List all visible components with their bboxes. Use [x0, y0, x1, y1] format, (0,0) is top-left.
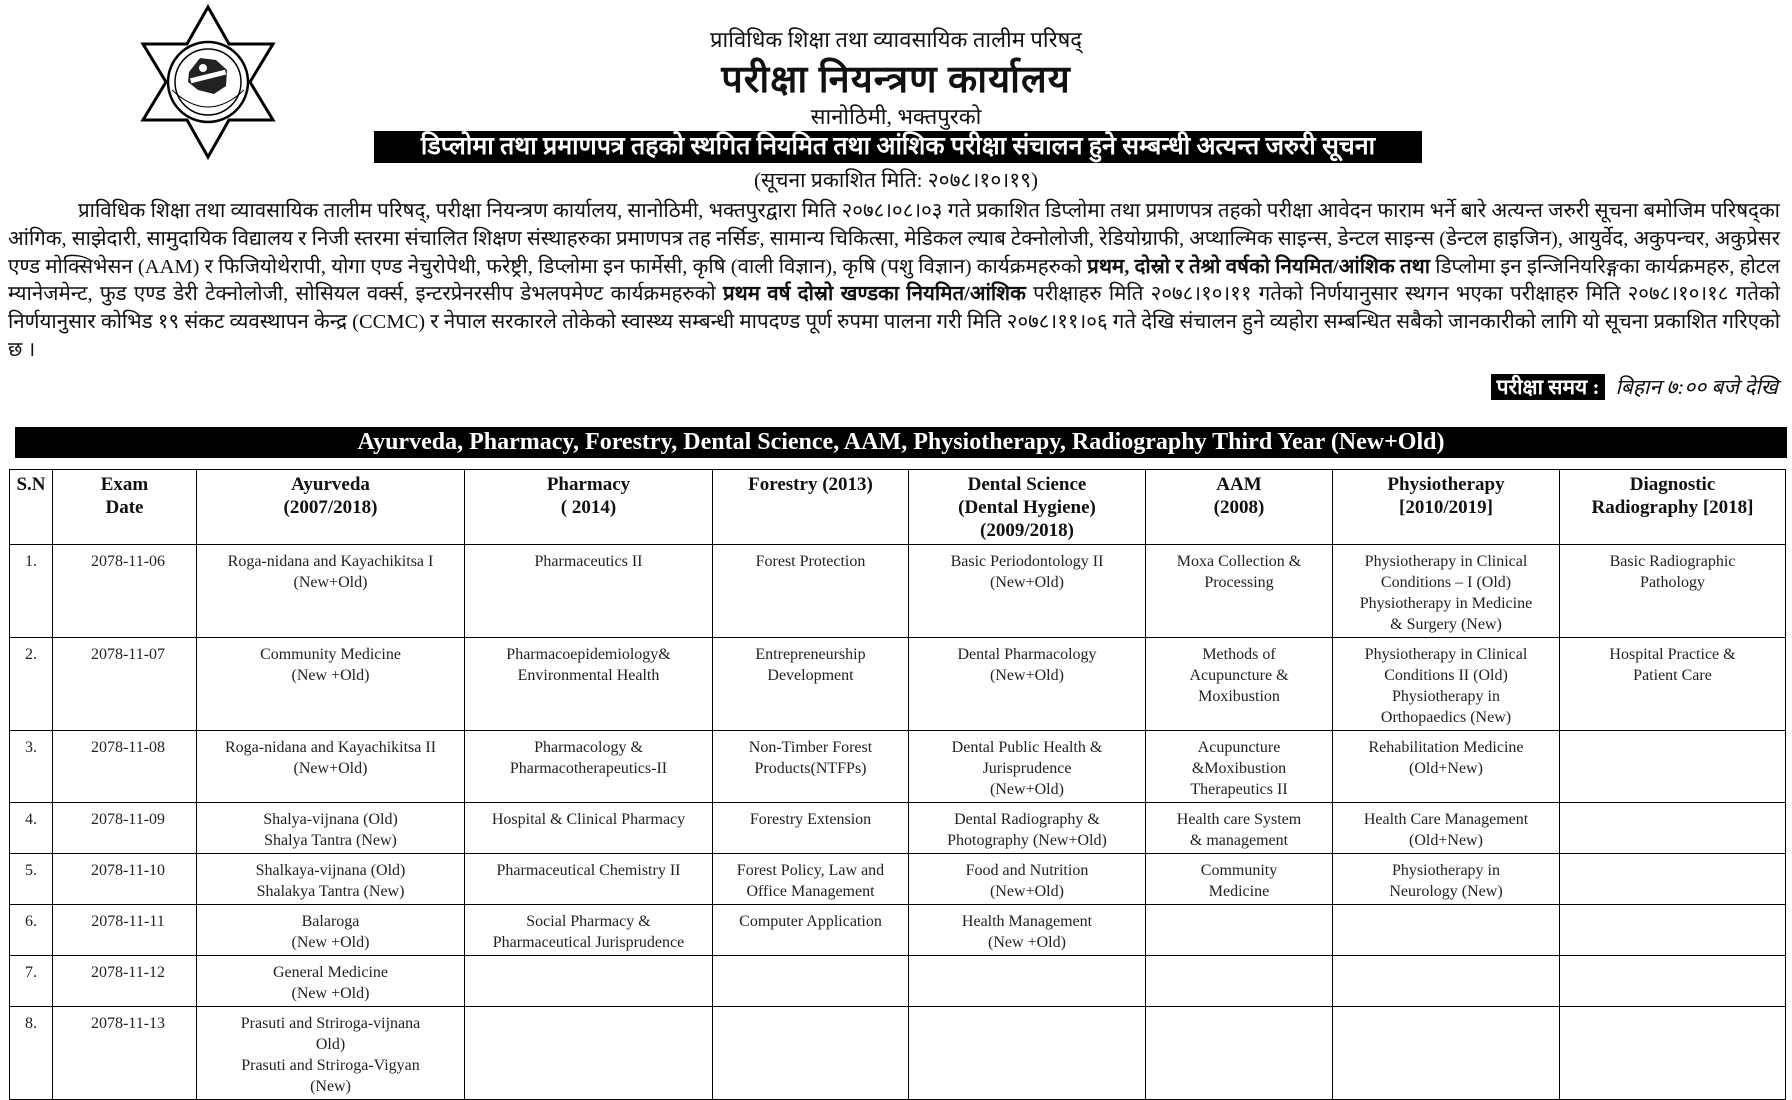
subject-cell: Roga-nidana and Kayachikitsa I (New+Old)	[197, 545, 465, 638]
notice-text-1: प्राविधिक शिक्षा तथा व्यावसायिक तालीम परिषद्, परीक्षा नियन्त्रण कार्यालय, सानोठिमी, भक्तपुरद्वारा मिति २०७८।०८।०३ गते प्रकाशित डिप्लोमा तथा प्रमाणपत्र तहको परीक्षा आवेदन फाराम भर्ने बारे अत्यन्त जरुरी सूचना बमोजिम परिषद्का आंगिक, साझेदारी, सामुदायिक विद्यालय र निजी स्तरमा संचालित शिक्षण संस्थाहरुका प्रमाणपत्र तह नर्सिङ, सामान्य चिकित्सा, मेडिकल ल्याब टेक्नोलोजी, रेडियोग्राफी, अप्थाल्मिक साइन्स, डेन्टल साइन्स (डेन्टल हाइजिन), आयुर्वेद, अकुपन्चर, अकुप्रेसर एण्ड मोक्सिभेसन (AAM) र फिजियोथेरापी, योगा एण्ड नेचुरोपेथी, फरेष्ट्री, डिप्लोमा इन फार्मेसी, कृषि (वाली विज्ञान), कृषि (पशु विज्ञान) कार्यक्रमहरुको	[8, 200, 1780, 278]
exam-date-cell: 2078-11-07	[53, 638, 197, 731]
column-header: Pharmacy ( 2014)	[465, 470, 713, 545]
table-row	[10, 803, 1786, 854]
subject-cell: Physiotherapy in Clinical Conditions – I (Old) Physiotherapy in Medicine & Surgery (New)	[1333, 545, 1560, 638]
subject-cell: Hospital Practice & Patient Care	[1560, 638, 1786, 731]
serial-cell: 8.	[10, 1007, 53, 1100]
office-name: परीक्षा नियन्त्रण कार्यालय	[721, 59, 1071, 101]
notice-bold-1: प्रथम, दोस्रो र तेश्रो वर्षको नियमित/आंशिक तथा	[1087, 255, 1431, 278]
exam-date-cell: 2078-11-10	[53, 854, 197, 905]
subject-cell: Basic Radiographic Pathology	[1560, 545, 1786, 638]
subject-cell: Dental Pharmacology (New+Old)	[909, 638, 1146, 731]
table-row	[10, 638, 1786, 731]
subject-cell: Non-Timber Forest Products(NTFPs)	[713, 731, 909, 803]
subject-cell	[1560, 1007, 1786, 1100]
subject-cell: Prasuti and Striroga-vijnana Old) Prasuti and Striroga-Vigyan (New)	[197, 1007, 465, 1100]
subject-cell	[1560, 731, 1786, 803]
subject-cell: Moxa Collection & Processing	[1146, 545, 1333, 638]
published-date: (सूचना प्रकाशित मिति: २०७८।१०।१९)	[753, 168, 1039, 192]
notice-bold-2: प्रथम वर्ष दोस्रो खण्डका नियमित/आंशिक	[722, 283, 1026, 306]
serial-cell: 2.	[10, 638, 53, 731]
subject-cell	[1333, 905, 1560, 956]
exam-time-value: बिहान ७:०० बजे देखि	[1615, 375, 1778, 399]
serial-cell: 7.	[10, 956, 53, 1007]
subject-cell: Computer Application	[713, 905, 909, 956]
subject-cell	[1333, 956, 1560, 1007]
table-body	[10, 545, 1786, 1100]
subject-cell: Rehabilitation Medicine (Old+New)	[1333, 731, 1560, 803]
subject-cell	[465, 956, 713, 1007]
serial-cell: 5.	[10, 854, 53, 905]
column-header: Exam Date	[53, 470, 197, 545]
exam-schedule-table	[9, 469, 1786, 1100]
exam-time	[1491, 373, 1778, 401]
notice-body	[8, 198, 1780, 365]
subject-cell	[1560, 956, 1786, 1007]
table-row	[10, 545, 1786, 638]
column-header: Forestry (2013)	[713, 470, 909, 545]
column-header: Ayurveda (2007/2018)	[197, 470, 465, 545]
column-header: Diagnostic Radiography [2018]	[1560, 470, 1786, 545]
subject-cell: Pharmacology & Pharmacotherapeutics-II	[465, 731, 713, 803]
subject-cell	[909, 1007, 1146, 1100]
column-header: Physiotherapy [2010/2019]	[1333, 470, 1560, 545]
serial-cell: 6.	[10, 905, 53, 956]
notice-banner: डिप्लोमा तथा प्रमाणपत्र तहको स्थगित नियमित तथा आंशिक परीक्षा संचालन हुने सम्बन्धी अत्यन्त जरुरी सूचना	[374, 131, 1422, 163]
subject-cell	[1560, 854, 1786, 905]
subject-cell: Community Medicine	[1146, 854, 1333, 905]
subject-cell: Forest Policy, Law and Office Management	[713, 854, 909, 905]
table-row	[10, 905, 1786, 956]
table-row	[10, 731, 1786, 803]
serial-cell: 4.	[10, 803, 53, 854]
subject-cell: Physiotherapy in Neurology (New)	[1333, 854, 1560, 905]
subject-cell: Pharmacoepidemiology& Environmental Health	[465, 638, 713, 731]
subject-cell: Shalkaya-vijnana (Old) Shalakya Tantra (New)	[197, 854, 465, 905]
subject-cell: Balaroga (New +Old)	[197, 905, 465, 956]
subject-cell	[713, 956, 909, 1007]
exam-date-cell: 2078-11-13	[53, 1007, 197, 1100]
exam-date-cell: 2078-11-06	[53, 545, 197, 638]
subject-cell: Dental Radiography & Photography (New+Old)	[909, 803, 1146, 854]
subject-cell: Health care System & management	[1146, 803, 1333, 854]
exam-date-cell: 2078-11-12	[53, 956, 197, 1007]
subject-cell: Community Medicine (New +Old)	[197, 638, 465, 731]
subject-cell: Health Management (New +Old)	[909, 905, 1146, 956]
exam-date-cell: 2078-11-08	[53, 731, 197, 803]
subject-cell: Dental Public Health & Jurisprudence (New+Old)	[909, 731, 1146, 803]
subject-cell: Entrepreneurship Development	[713, 638, 909, 731]
subject-cell	[465, 1007, 713, 1100]
subject-cell: Roga-nidana and Kayachikitsa II (New+Old)	[197, 731, 465, 803]
exam-time-label: परीक्षा समय :	[1491, 374, 1606, 400]
subject-cell	[1146, 905, 1333, 956]
subject-cell: Food and Nutrition (New+Old)	[909, 854, 1146, 905]
subject-cell	[1146, 1007, 1333, 1100]
office-location: सानोठिमी, भक्तपुरको	[810, 104, 982, 129]
notice-text-3: परीक्षाहरु मिति २०७८।१०।११ गतेको निर्णयानुसार स्थगन भएका परीक्षाहरु मिति २०७८।१०।१८ गतेको निर्णयानुसार कोभिड १९ संकट व्यवस्थापन केन्द्र (CCMC) र नेपाल सरकारले तोकेको स्वास्थ्य सम्बन्धी मापदण्ड पूर्ण रुपमा पालना गरी मिति २०७८।११।०६ गते देखि संचालन हुने व्यहोरा सम्बन्धित सबैको जानकारीको लागि यो सूचना प्रकाशित गरिएको छ ।	[8, 283, 1780, 361]
notice-text-2: डिप्लोमा इन इन्जिनियरिङ्गका कार्यक्रमहरु, होटल म्यानेजमेन्ट, फुड एण्ड डेरी टेक्नोलोजी, सोसियल वर्क्स, इन्टरप्रेनरसीप डेभलपमेण्ट कार्यक्रमहरुको	[8, 255, 1780, 306]
serial-cell: 3.	[10, 731, 53, 803]
subject-cell: Pharmaceutical Chemistry II	[465, 854, 713, 905]
subject-cell: Health Care Management (Old+New)	[1333, 803, 1560, 854]
exam-date-cell: 2078-11-09	[53, 803, 197, 854]
table-row	[10, 1007, 1786, 1100]
exam-date-cell: 2078-11-11	[53, 905, 197, 956]
table-row	[10, 854, 1786, 905]
column-header: AAM (2008)	[1146, 470, 1333, 545]
subject-cell	[1560, 905, 1786, 956]
subject-cell: Forest Protection	[713, 545, 909, 638]
table-title: Ayurveda, Pharmacy, Forestry, Dental Science, AAM, Physiotherapy, Radiography Third Year (New+Old)	[15, 427, 1787, 458]
subject-cell: Pharmaceutics II	[465, 545, 713, 638]
subject-cell: Basic Periodontology II (New+Old)	[909, 545, 1146, 638]
column-header: S.N	[10, 470, 53, 545]
column-header: Dental Science (Dental Hygiene) (2009/2018)	[909, 470, 1146, 545]
serial-cell: 1.	[10, 545, 53, 638]
subject-cell	[1333, 1007, 1560, 1100]
subject-cell: General Medicine (New +Old)	[197, 956, 465, 1007]
subject-cell: Shalya-vijnana (Old) Shalya Tantra (New)	[197, 803, 465, 854]
subject-cell	[1146, 956, 1333, 1007]
subject-cell: Physiotherapy in Clinical Conditions II (Old) Physiotherapy in Orthopaedics (New)	[1333, 638, 1560, 731]
subject-cell: Hospital & Clinical Pharmacy	[465, 803, 713, 854]
table-header-row	[10, 470, 1786, 545]
subject-cell	[909, 956, 1146, 1007]
subject-cell	[713, 1007, 909, 1100]
subject-cell: Social Pharmacy & Pharmaceutical Jurisprudence	[465, 905, 713, 956]
subject-cell: Acupuncture &Moxibustion Therapeutics II	[1146, 731, 1333, 803]
subject-cell: Forestry Extension	[713, 803, 909, 854]
table-row	[10, 956, 1786, 1007]
subject-cell: Methods of Acupuncture & Moxibustion	[1146, 638, 1333, 731]
council-name: प्राविधिक शिक्षा तथा व्यावसायिक तालीम परिषद्	[710, 27, 1082, 52]
subject-cell	[1560, 803, 1786, 854]
